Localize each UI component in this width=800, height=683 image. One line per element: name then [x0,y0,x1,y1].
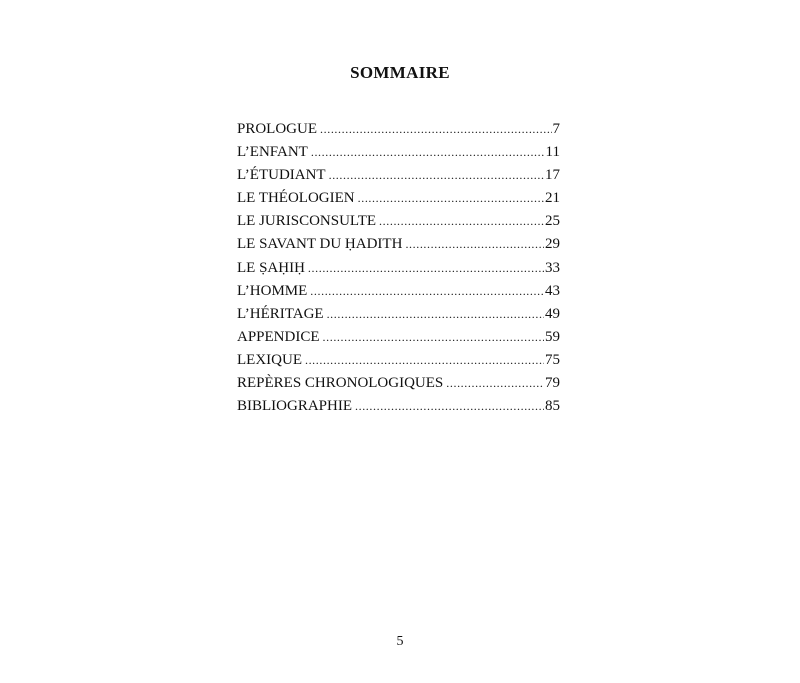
table-of-contents [237,118,560,418]
toc-entry-page: 43 [545,282,560,299]
page-number: 5 [396,634,404,649]
page-title: SOMMAIRE [350,63,450,82]
toc-entry-label: LE SAVANT DU ḤADITH [237,236,403,253]
toc-entry [237,372,560,395]
toc-entry [237,118,560,141]
toc-leader-dots [329,164,544,187]
toc-entry-label: L’ÉTUDIANT [237,167,326,184]
toc-entry-label: REPÈRES CHRONOLOGIQUES [237,375,444,392]
toc-entry [237,303,560,326]
toc-entry [237,164,560,187]
toc-entry-page: 11 [545,144,560,161]
toc-entry-page: 25 [545,213,560,230]
toc-entry [237,141,560,164]
toc-entry-label: L’ENFANT [237,144,308,161]
toc-entry-page: 59 [545,328,560,345]
toc-entry-label: APPENDICE [237,328,320,345]
toc-leader-dots [405,233,544,256]
toc-entry-label: LE THÉOLOGIEN [237,190,355,207]
toc-entry-page: 85 [545,398,560,415]
toc-leader-dots [320,118,551,141]
toc-leader-dots [327,303,544,326]
toc-entry [237,395,560,418]
toc-entry-page: 33 [545,259,560,276]
toc-leader-dots [355,395,544,418]
toc-entry [237,210,560,233]
toc-entry [237,280,560,303]
toc-entry-page: 75 [545,351,560,368]
toc-entry-label: L’HOMME [237,282,308,299]
toc-entry-page: 21 [545,190,560,207]
toc-entry [237,349,560,372]
toc-entry-page: 17 [545,167,560,184]
toc-entry-page: 49 [545,305,560,322]
toc-entry-page: 79 [545,375,560,392]
toc-leader-dots [310,280,544,303]
toc-leader-dots [446,372,544,395]
toc-entry-page: 29 [545,236,560,253]
toc-entry [237,257,560,280]
toc-leader-dots [358,187,544,210]
toc-leader-dots [323,326,544,349]
toc-entry [237,233,560,256]
toc-entry-label: LEXIQUE [237,351,302,368]
toc-entry-label: PROLOGUE [237,121,318,137]
toc-entry-page: 7 [552,121,560,137]
toc-entry [237,187,560,210]
toc-entry [237,326,560,349]
toc-entry-label: LE ṢAḤIḤ [237,259,305,276]
toc-leader-dots [308,257,544,280]
toc-leader-dots [311,141,545,164]
toc-leader-dots [379,210,544,233]
toc-entry-label: L’HÉRITAGE [237,305,324,322]
toc-entry-label: LE JURISCONSULTE [237,213,377,230]
toc-entry-label: BIBLIOGRAPHIE [237,398,352,415]
toc-leader-dots [305,349,544,372]
